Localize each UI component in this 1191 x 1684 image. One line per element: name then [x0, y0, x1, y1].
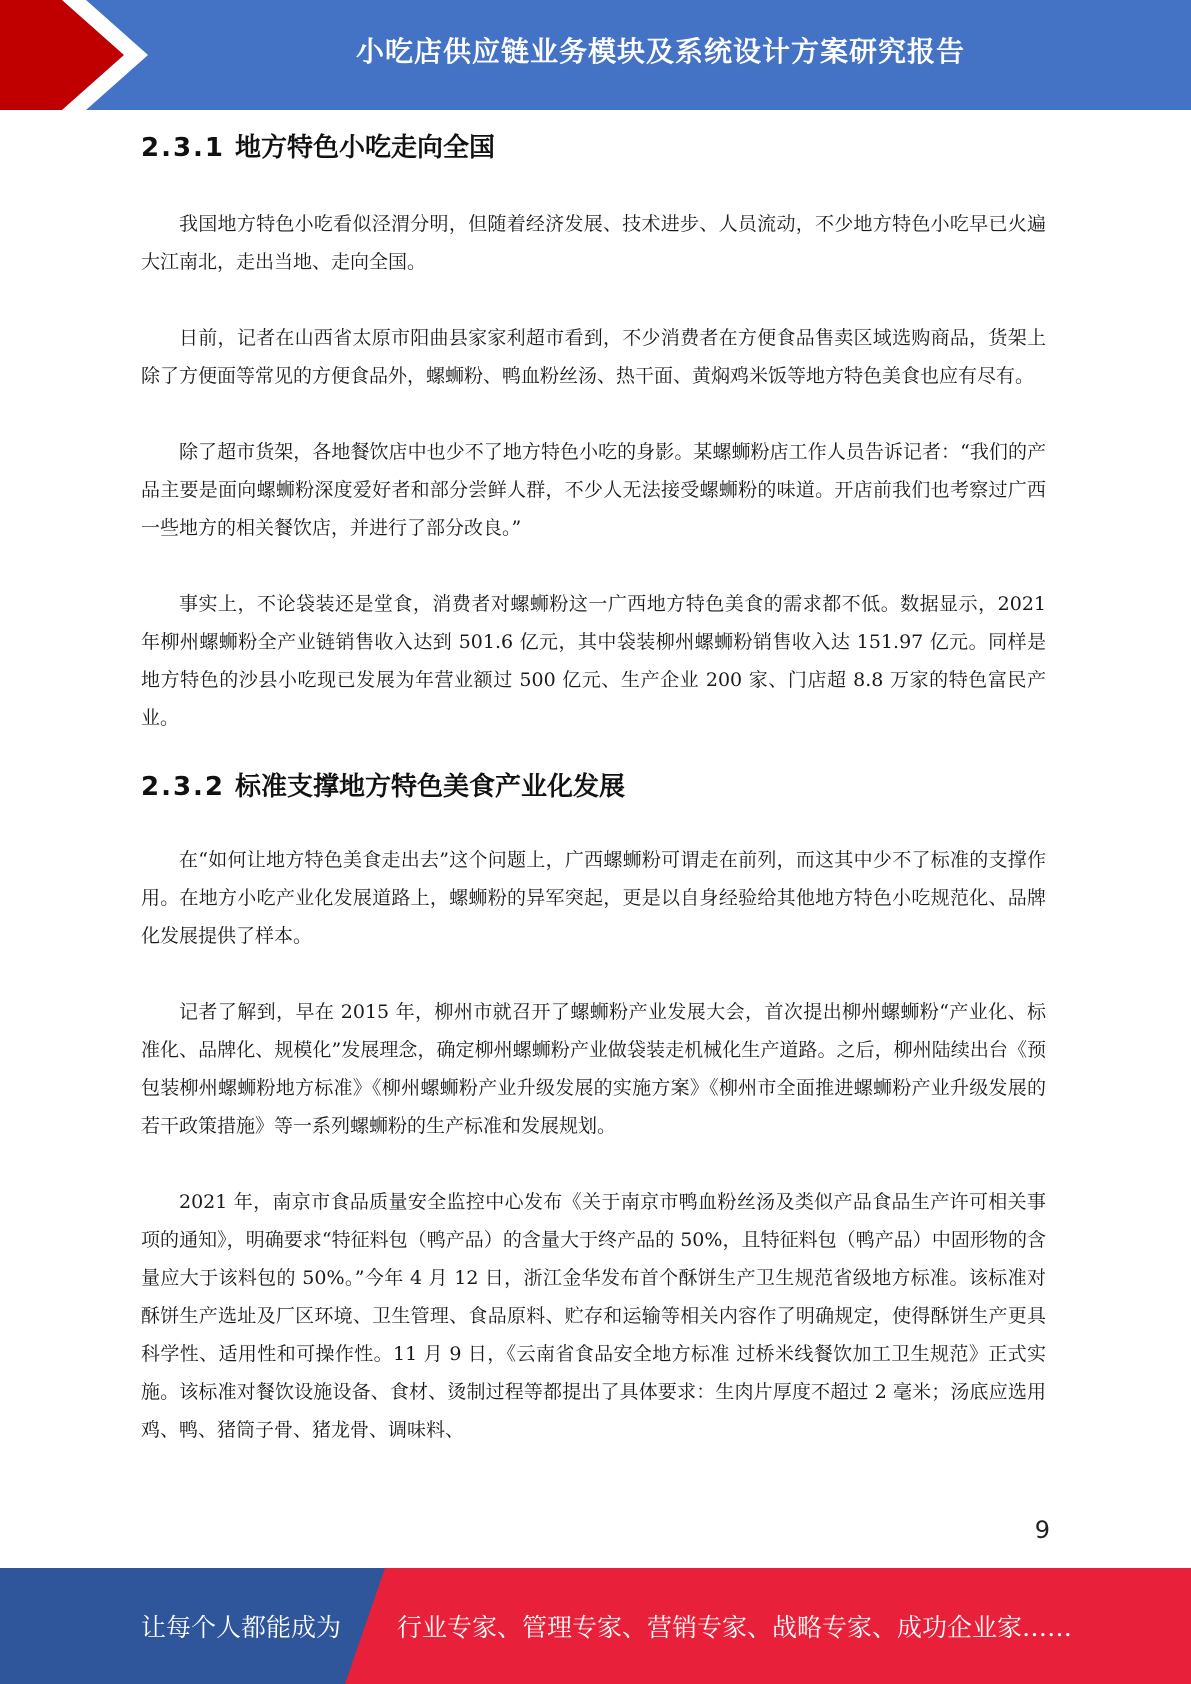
paragraph: 在“如何让地方特色美食走出去”这个问题上，广西螺蛳粉可谓走在前列，而这其中少不了标准的支撑作用。在地方小吃产业化发展道路上，螺蛳粉的异军突起，更是以自身经验给其他地方特色小吃规范化、品牌化发展提供了样本。	[141, 849, 1046, 947]
section-heading	[141, 128, 1046, 168]
page-header	[0, 0, 1191, 110]
page-number: 9	[1034, 1516, 1050, 1544]
paragraph: 日前，记者在山西省太原市阳曲县家家利超市看到，不少消费者在方便食品售卖区域选购商品，货架上除了方便面等常见的方便食品外，螺蛳粉、鸭血粉丝汤、热干面、黄焖鸡米饭等地方特色美食也应有尽有。	[141, 327, 1046, 387]
page-content	[141, 128, 1046, 1449]
section-title: 地方特色小吃走向全国	[235, 133, 496, 163]
paragraph: 除了超市货架，各地餐饮店中也少不了地方特色小吃的身影。某螺蛳粉店工作人员告诉记者：“我们的产品主要是面向螺蛳粉深度爱好者和部分尝鲜人群，不少人无法接受螺蛳粉的味道。开店前我们也考察过广西一些地方的相关餐饮店，并进行了部分改良。”	[141, 441, 1046, 539]
paragraph: 2021 年，南京市食品质量安全监控中心发布《关于南京市鸭血粉丝汤及类似产品食品生产许可相关事项的通知》，明确要求“特征料包（鸭产品）的含量大于终产品的 50%，且特征料包（鸭产品）中固形物的含量应大于该料包的 50%。”今年 4 月 12 日，浙江金华发布首个酥饼生产卫生规范省级地方标准。该标准对酥饼生产选址及厂区环境、卫生管理、食品原料、贮存和运输等相关内容作了明确规定，使得酥饼生产更具科学性、适用性和可操作性。11 月 9 日，《云南省食品安全地方标准 过桥米线餐饮加工卫生规范》正式实施。该标准对餐饮设施设备、食材、烫制过程等都提出了具体要求：生肉片厚度不超过 2 毫米；汤底应选用鸡、鸭、猪筒子骨、猪龙骨、调味料、	[141, 1191, 1046, 1441]
paragraph: 事实上，不论袋装还是堂食，消费者对螺蛳粉这一广西地方特色美食的需求都不低。数据显示，2021 年柳州螺蛳粉全产业链销售收入达到 501.6 亿元，其中袋装柳州螺蛳粉销售收入达 151.97 亿元。同样是地方特色的沙县小吃现已发展为年营业额过 500 亿元、生产企业 200 家、门店超 8.8 万家的特色富民产业。	[141, 593, 1046, 729]
page-footer	[0, 1568, 1191, 1684]
footer-slogan-left: 让每个人都能成为	[141, 1613, 342, 1642]
footer-slogan-right: 行业专家、管理专家、营销专家、战略专家、成功企业家……	[397, 1613, 1073, 1642]
paragraph: 我国地方特色小吃看似泾渭分明，但随着经济发展、技术进步、人员流动，不少地方特色小吃早已火遍大江南北，走出当地、走向全国。	[141, 213, 1046, 273]
section-number: 2.3.2	[141, 772, 226, 802]
section-number: 2.3.1	[141, 133, 226, 163]
section-title: 标准支撑地方特色美食产业化发展	[235, 772, 626, 802]
header-chevron-decoration	[0, 0, 200, 110]
paragraph: 记者了解到，早在 2015 年，柳州市就召开了螺蛳粉产业发展大会，首次提出柳州螺蛳粉“产业化、标准化、品牌化、规模化”发展理念，确定柳州螺蛳粉产业做袋装走机械化生产道路。之后，柳州陆续出台《预包装柳州螺蛳粉地方标准》《柳州螺蛳粉产业升级发展的实施方案》《柳州市全面推进螺蛳粉产业升级发展的若干政策措施》等一系列螺蛳粉的生产标准和发展规划。	[141, 1001, 1046, 1137]
report-title: 小吃店供应链业务模块及系统设计方案研究报告	[355, 35, 965, 68]
section-heading	[141, 767, 1046, 807]
